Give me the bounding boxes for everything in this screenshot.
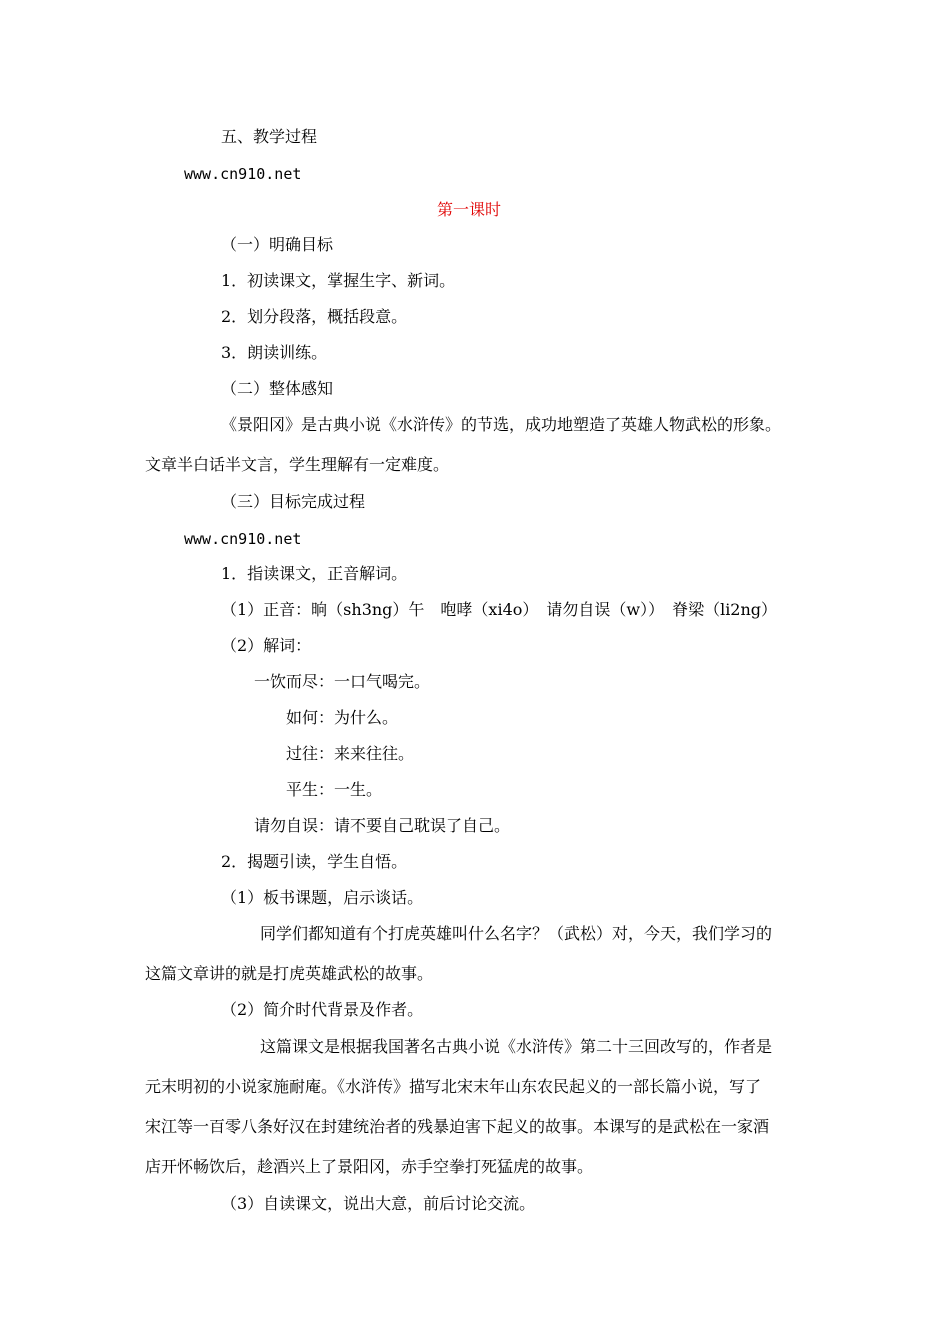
definition-item: 请勿自误：请不要自己耽误了自己。 [254,816,511,835]
definition-item: 过往：来来往往。 [286,744,415,763]
paragraph-line: 这篇课文是根据我国著名古典小说《水浒传》第二十三回改写的，作者是 [260,1037,773,1056]
definition-item: 如何：为什么。 [286,708,399,727]
definition-item: 一饮而尽：一口气喝完。 [254,672,431,691]
list-item: （1）板书课题，启示谈话。 [221,888,424,907]
list-item: 1．指读课文，正音解词。 [221,564,408,583]
subsection-heading: （二）整体感知 [221,379,334,398]
list-item: 1．初读课文，掌握生字、新词。 [221,271,456,290]
list-item: （3）自读课文，说出大意，前后讨论交流。 [221,1194,536,1213]
website-watermark-text: www.cn910.net [184,530,302,548]
list-item: （2）简介时代背景及作者。 [221,1000,424,1019]
paragraph-line: 《景阳冈》是古典小说《水浒传》的节选，成功地塑造了英雄人物武松的形象。 [221,415,782,434]
paragraph-line: 这篇文章讲的就是打虎英雄武松的故事。 [145,964,434,983]
lesson-title: 第一课时 [437,200,502,219]
subsection-heading: （一）明确目标 [221,235,334,254]
paragraph-line: 文章半白话半文言，学生理解有一定难度。 [145,455,450,474]
list-item: 3．朗读训练。 [221,343,328,362]
list-item: 2．揭题引读，学生自悟。 [221,852,408,871]
paragraph-line: 店开怀畅饮后，趁酒兴上了景阳冈，赤手空拳打死猛虎的故事。 [145,1157,594,1176]
paragraph-line: 宋江等一百零八条好汉在封建统治者的残暴迫害下起义的故事。本课写的是武松在一家酒 [145,1117,770,1136]
list-item: 2．划分段落，概括段意。 [221,307,408,326]
paragraph-line: 同学们都知道有个打虎英雄叫什么名字？（武松）对，今天，我们学习的 [260,924,773,943]
website-watermark-text: www.cn910.net [184,165,302,183]
definition-item: 平生：一生。 [286,780,383,799]
pronunciation-line: （1）正音：晌（sh3ng）午 咆哮（xi4o） 请勿自误（w）） 脊梁（li2ng） [221,600,778,619]
subsection-heading: （三）目标完成过程 [221,492,366,511]
paragraph-line: 元末明初的小说家施耐庵。《水浒传》描写北宋末年山东农民起义的一部长篇小说，写了 [145,1077,762,1096]
list-item: （2）解词： [221,636,312,655]
section-heading: 五、教学过程 [221,127,318,146]
